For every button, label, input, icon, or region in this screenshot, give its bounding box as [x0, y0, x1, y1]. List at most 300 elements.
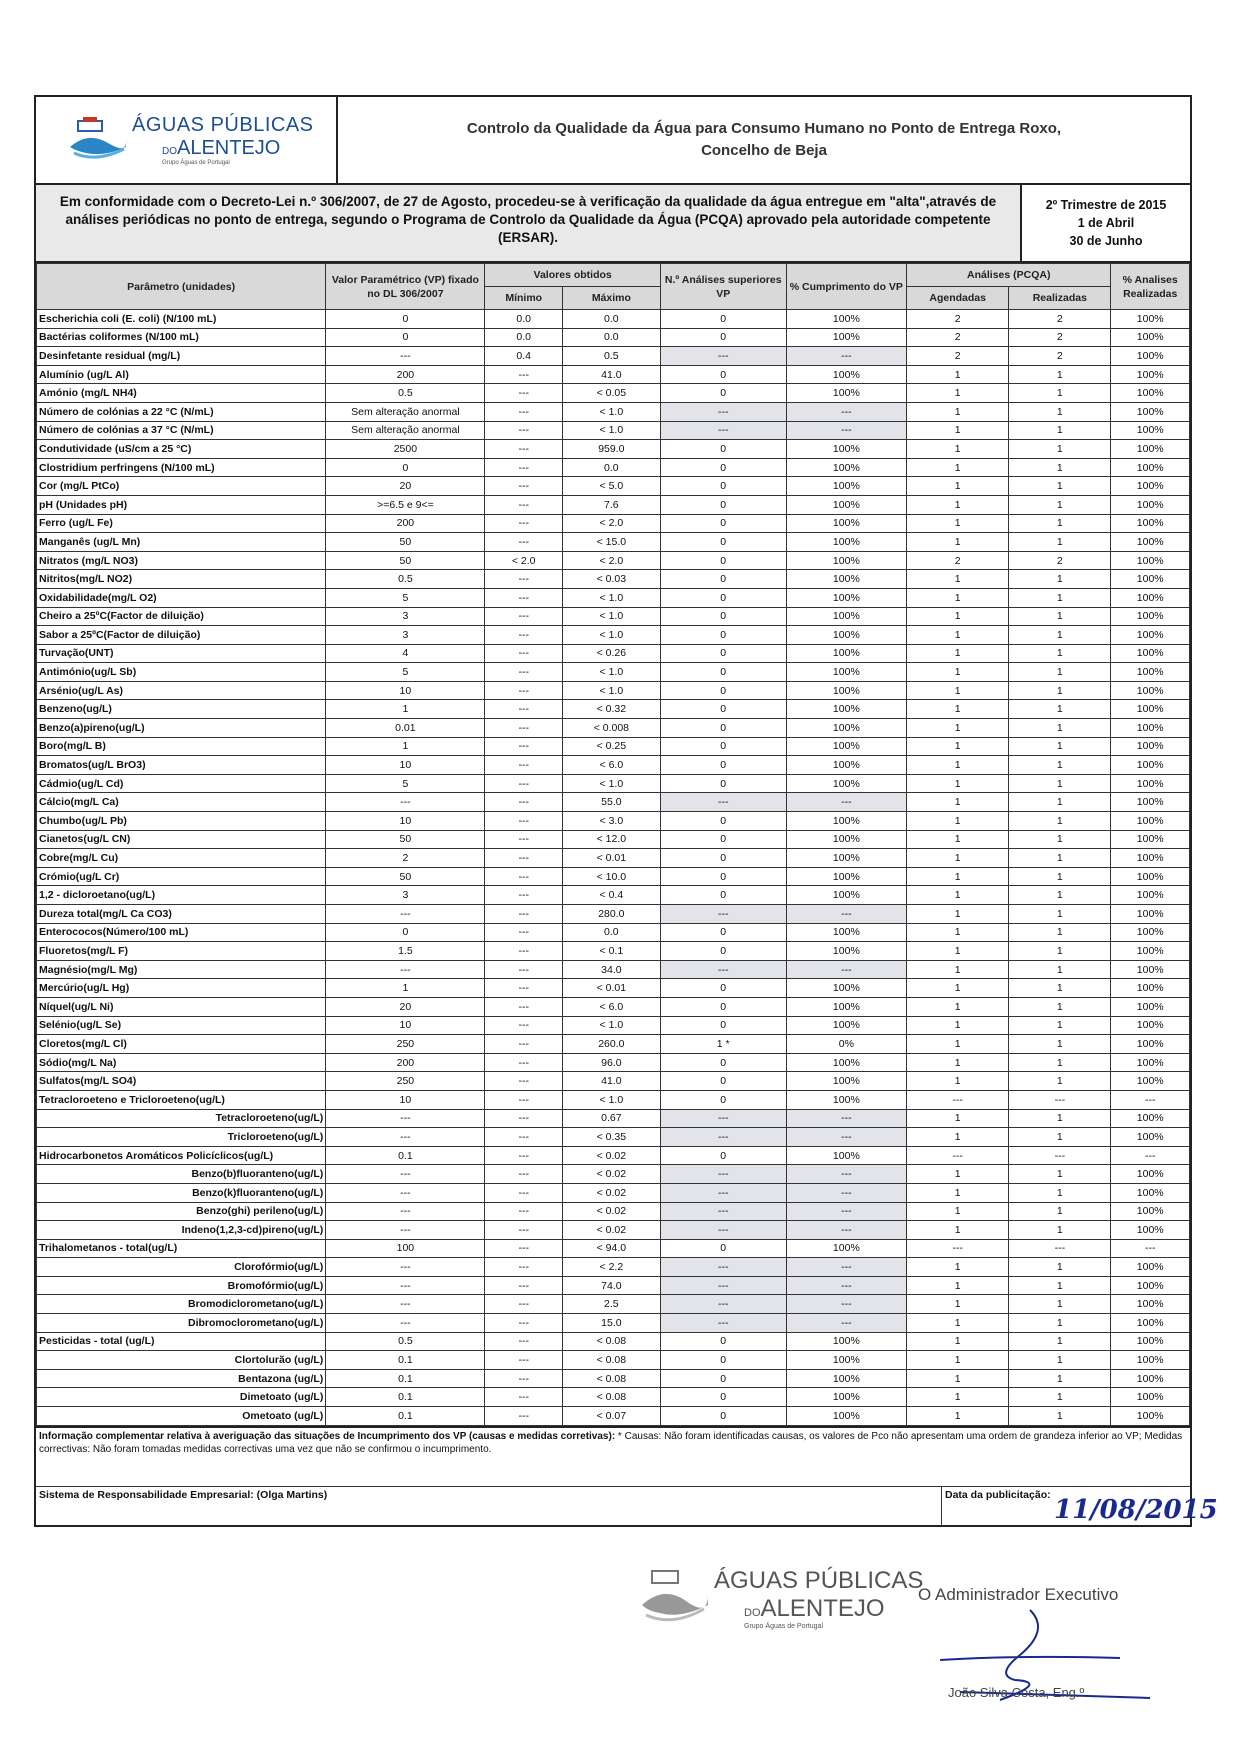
cell-cump: 100% [786, 867, 906, 886]
cell-param: Benzo(k)fluoranteno(ug/L) [37, 1183, 326, 1202]
cell-sup: 0 [660, 551, 786, 570]
table-row [37, 1314, 1190, 1333]
cell-cump: 100% [786, 923, 906, 942]
cell-vp: 0.1 [326, 1351, 485, 1370]
cell-real: 1 [1009, 1053, 1111, 1072]
cell-vp: --- [326, 960, 485, 979]
cell-real: 1 [1009, 402, 1111, 421]
cell-min: --- [485, 626, 562, 645]
cell-real: 1 [1009, 1183, 1111, 1202]
cell-min: --- [485, 979, 562, 998]
cell-min: --- [485, 1090, 562, 1109]
cell-pct: 100% [1111, 328, 1190, 347]
cell-vp: 1.5 [326, 942, 485, 961]
cell-sup: 0 [660, 774, 786, 793]
cell-max: 0.0 [562, 458, 660, 477]
cell-sup: 0 [660, 812, 786, 831]
table-row [37, 607, 1190, 626]
cell-vp: 0.5 [326, 1332, 485, 1351]
cell-cump: --- [786, 1183, 906, 1202]
cell-param: Dimetoato (ug/L) [37, 1388, 326, 1407]
cell-sup: --- [660, 1276, 786, 1295]
cell-sup: 0 [660, 719, 786, 738]
cell-sup: 0 [660, 514, 786, 533]
cell-real: 1 [1009, 495, 1111, 514]
cell-agend: 1 [907, 1314, 1009, 1333]
cell-sup: 0 [660, 1072, 786, 1091]
cell-pct: 100% [1111, 1202, 1190, 1221]
cell-sup: --- [660, 905, 786, 924]
cell-min: --- [485, 495, 562, 514]
cell-vp: 250 [326, 1072, 485, 1091]
cell-agend: 1 [907, 1351, 1009, 1370]
cell-sup: --- [660, 1202, 786, 1221]
table-row [37, 1035, 1190, 1054]
cell-pct: 100% [1111, 1128, 1190, 1147]
cell-real: 1 [1009, 812, 1111, 831]
cell-cump: 100% [786, 1053, 906, 1072]
col-max: Máximo [562, 287, 660, 310]
cell-param: Tetracloroeteno(ug/L) [37, 1109, 326, 1128]
cell-param: Níquel(ug/L Ni) [37, 997, 326, 1016]
cell-pct: 100% [1111, 979, 1190, 998]
cell-agend: 1 [907, 1276, 1009, 1295]
cell-param: Bromodiclorometano(ug/L) [37, 1295, 326, 1314]
cell-sup: 0 [660, 384, 786, 403]
intro-block [36, 185, 1190, 263]
cell-pct: 100% [1111, 384, 1190, 403]
cell-param: Selénio(ug/L Se) [37, 1016, 326, 1035]
cell-vp: --- [326, 1258, 485, 1277]
publication-date [942, 1487, 1218, 1525]
col-sup: N.º Análises superiores VP [660, 264, 786, 310]
signature-row [36, 1486, 1218, 1525]
cell-cump: 100% [786, 365, 906, 384]
cell-sup: 0 [660, 1332, 786, 1351]
table-row [37, 737, 1190, 756]
cell-min: --- [485, 1183, 562, 1202]
cell-param: pH (Unidades pH) [37, 495, 326, 514]
cell-agend: 1 [907, 570, 1009, 589]
cell-real: 1 [1009, 979, 1111, 998]
cell-max: < 12.0 [562, 830, 660, 849]
cell-cump: 100% [786, 458, 906, 477]
cell-real: 1 [1009, 1314, 1111, 1333]
cell-max: < 0.01 [562, 979, 660, 998]
table-row [37, 310, 1190, 329]
cell-param: Escherichia coli (E. coli) (N/100 mL) [37, 310, 326, 329]
cell-vp: Sem alteração anormal [326, 402, 485, 421]
cell-cump: 100% [786, 1072, 906, 1091]
cell-real: 1 [1009, 960, 1111, 979]
cell-agend: 1 [907, 402, 1009, 421]
cell-max: < 0.02 [562, 1202, 660, 1221]
cell-agend: 1 [907, 867, 1009, 886]
table-body [37, 310, 1190, 1426]
cell-vp: --- [326, 905, 485, 924]
cell-param: Hidrocarbonetos Aromáticos Policíclicos(ug/L) [37, 1146, 326, 1165]
cell-max: < 10.0 [562, 867, 660, 886]
table-row [37, 1016, 1190, 1035]
cell-cump: 100% [786, 551, 906, 570]
cell-max: 260.0 [562, 1035, 660, 1054]
cell-param: Oxidabilidade(mg/L O2) [37, 588, 326, 607]
bottom-logo-line1: ÁGUAS PÚBLICAS [714, 1566, 924, 1594]
cell-agend: 1 [907, 626, 1009, 645]
cell-min: --- [485, 663, 562, 682]
cell-min: --- [485, 774, 562, 793]
cell-cump: 100% [786, 1016, 906, 1035]
cell-max: < 2.0 [562, 514, 660, 533]
cell-min: --- [485, 1332, 562, 1351]
cell-min: --- [485, 570, 562, 589]
cell-sup: 0 [660, 570, 786, 589]
cell-min: 0.0 [485, 310, 562, 329]
cell-min: --- [485, 1128, 562, 1147]
cell-vp: 200 [326, 514, 485, 533]
cell-param: Cheiro a 25ºC(Factor de diluição) [37, 607, 326, 626]
cell-real: 1 [1009, 663, 1111, 682]
cell-min: --- [485, 477, 562, 496]
cell-vp: 5 [326, 663, 485, 682]
cell-sup: 0 [660, 923, 786, 942]
cell-max: < 0.05 [562, 384, 660, 403]
header [36, 97, 1190, 185]
cell-max: < 2.2 [562, 1258, 660, 1277]
cell-min: --- [485, 440, 562, 459]
cell-max: < 94.0 [562, 1239, 660, 1258]
cell-vp: 1 [326, 700, 485, 719]
cell-pct: 100% [1111, 347, 1190, 366]
table-row [37, 347, 1190, 366]
cell-real: 1 [1009, 626, 1111, 645]
cell-pct: 100% [1111, 1276, 1190, 1295]
table-row [37, 495, 1190, 514]
cell-cump: 100% [786, 328, 906, 347]
cell-vp: 10 [326, 756, 485, 775]
cell-pct: 100% [1111, 1072, 1190, 1091]
cell-pct: 100% [1111, 1314, 1190, 1333]
cell-min: --- [485, 1053, 562, 1072]
cell-sup: --- [660, 421, 786, 440]
cell-max: < 0.32 [562, 700, 660, 719]
cell-vp: --- [326, 1165, 485, 1184]
cell-agend: 1 [907, 1388, 1009, 1407]
table-row [37, 1128, 1190, 1147]
cell-vp: 5 [326, 588, 485, 607]
cell-sup: --- [660, 1314, 786, 1333]
cell-agend: 1 [907, 663, 1009, 682]
cell-sup: 0 [660, 700, 786, 719]
cell-sup: --- [660, 1109, 786, 1128]
cell-real: 1 [1009, 886, 1111, 905]
cell-pct: 100% [1111, 607, 1190, 626]
cell-param: Nitratos (mg/L NO3) [37, 551, 326, 570]
table-row [37, 1109, 1190, 1128]
cell-param: Pesticidas - total (ug/L) [37, 1332, 326, 1351]
table-row [37, 979, 1190, 998]
cell-agend: 1 [907, 1165, 1009, 1184]
table-row [37, 997, 1190, 1016]
cell-real: 1 [1009, 1128, 1111, 1147]
cell-sup: 0 [660, 737, 786, 756]
cell-agend: 1 [907, 886, 1009, 905]
cell-agend: 1 [907, 774, 1009, 793]
cell-agend: 1 [907, 737, 1009, 756]
cell-cump: 100% [786, 979, 906, 998]
cell-min: --- [485, 421, 562, 440]
cell-pct: 100% [1111, 1053, 1190, 1072]
table-row [37, 384, 1190, 403]
col-pcqa: Análises (PCQA) [907, 264, 1111, 287]
cell-pct: 100% [1111, 719, 1190, 738]
intro-text: Em conformidade com o Decreto-Lei n.º 306/2007, de 27 de Agosto, procedeu-se à verificação da qualidade da água entregue em "alta",através de análises periódicas no ponto de entrega, segundo o Programa de Controlo da Qualidade da Água (PCQA) aprovado pela autoridade competente (ERSAR). [36, 185, 1022, 261]
table-row [37, 1407, 1190, 1426]
cell-param: Enterococos(Número/100 mL) [37, 923, 326, 942]
cell-vp: 10 [326, 1016, 485, 1035]
cell-agend: 1 [907, 1183, 1009, 1202]
cell-agend: 1 [907, 644, 1009, 663]
cell-min: --- [485, 830, 562, 849]
col-pct: % Analises Realizadas [1111, 264, 1190, 310]
signature-name: João Silva Costa, Eng.º [948, 1685, 1085, 1700]
table-row [37, 1351, 1190, 1370]
cell-real: 1 [1009, 1369, 1111, 1388]
cell-agend: 1 [907, 905, 1009, 924]
cell-real: --- [1009, 1090, 1111, 1109]
table-row [37, 700, 1190, 719]
cell-cump: --- [786, 347, 906, 366]
cell-vp: 0.1 [326, 1407, 485, 1426]
cell-pct: 100% [1111, 533, 1190, 552]
cell-real: 1 [1009, 719, 1111, 738]
cell-agend: 1 [907, 1109, 1009, 1128]
cell-vp: 0 [326, 328, 485, 347]
cell-cump: 100% [786, 830, 906, 849]
table-row [37, 1183, 1190, 1202]
cell-pct: 100% [1111, 495, 1190, 514]
cell-sup: 0 [660, 1146, 786, 1165]
table-row [37, 719, 1190, 738]
cell-cump: --- [786, 1109, 906, 1128]
cell-cump: 100% [786, 477, 906, 496]
cell-pct: 100% [1111, 793, 1190, 812]
cell-sup: 0 [660, 328, 786, 347]
cell-sup: 0 [660, 1239, 786, 1258]
cell-param: Cor (mg/L PtCo) [37, 477, 326, 496]
cell-real: 1 [1009, 997, 1111, 1016]
signature-title: O Administrador Executivo [918, 1585, 1119, 1604]
cell-max: 0.0 [562, 328, 660, 347]
cell-max: < 0.08 [562, 1369, 660, 1388]
cell-pct: 100% [1111, 588, 1190, 607]
cell-min: --- [485, 1146, 562, 1165]
cell-agend: 1 [907, 588, 1009, 607]
cell-cump: 100% [786, 812, 906, 831]
cell-max: < 1.0 [562, 588, 660, 607]
cell-min: --- [485, 700, 562, 719]
cell-max: < 1.0 [562, 681, 660, 700]
cell-sup: --- [660, 960, 786, 979]
cell-vp: 1 [326, 737, 485, 756]
cell-real: 2 [1009, 310, 1111, 329]
date-handwritten: 11/08/2015 [1054, 1494, 1218, 1525]
cell-cump: 100% [786, 514, 906, 533]
cell-agend: 1 [907, 812, 1009, 831]
cell-vp: --- [326, 347, 485, 366]
period-end: 30 de Junho [1069, 234, 1143, 248]
cell-agend: 1 [907, 533, 1009, 552]
table-row [37, 1090, 1190, 1109]
cell-min: --- [485, 867, 562, 886]
cell-max: 41.0 [562, 1072, 660, 1091]
cell-cump: --- [786, 1165, 906, 1184]
cell-vp: >=6.5 e 9<= [326, 495, 485, 514]
title-line-2: Concelho de Beja [701, 142, 827, 159]
cell-max: < 1.0 [562, 663, 660, 682]
table-row [37, 812, 1190, 831]
cell-vp: --- [326, 1276, 485, 1295]
cell-param: Crómio(ug/L Cr) [37, 867, 326, 886]
cell-real: 1 [1009, 607, 1111, 626]
cell-real: 1 [1009, 942, 1111, 961]
cell-real: 1 [1009, 588, 1111, 607]
cell-param: Nitritos(mg/L NO2) [37, 570, 326, 589]
cell-sup: 0 [660, 1407, 786, 1426]
cell-pct: --- [1111, 1090, 1190, 1109]
table-row [37, 1239, 1190, 1258]
cell-min: --- [485, 384, 562, 403]
cell-cump: 100% [786, 1407, 906, 1426]
cell-min: --- [485, 1388, 562, 1407]
cell-max: < 0.01 [562, 849, 660, 868]
cell-param: Sulfatos(mg/L SO4) [37, 1072, 326, 1091]
cell-agend: 2 [907, 347, 1009, 366]
cell-cump: 100% [786, 774, 906, 793]
cell-pct: 100% [1111, 1388, 1190, 1407]
cell-real: 1 [1009, 477, 1111, 496]
cell-min: --- [485, 588, 562, 607]
cell-pct: 100% [1111, 1183, 1190, 1202]
cell-agend: 1 [907, 1202, 1009, 1221]
cell-vp: 5 [326, 774, 485, 793]
cell-real: --- [1009, 1239, 1111, 1258]
logo-pre: DO [162, 146, 177, 157]
cell-max: < 1.0 [562, 421, 660, 440]
cell-cump: 100% [786, 1146, 906, 1165]
cell-max: < 0.008 [562, 719, 660, 738]
cell-max: 55.0 [562, 793, 660, 812]
cell-pct: 100% [1111, 1351, 1190, 1370]
info-note [36, 1426, 1190, 1486]
cell-vp: 1 [326, 979, 485, 998]
cell-max: < 0.26 [562, 644, 660, 663]
cell-agend: 2 [907, 551, 1009, 570]
table-row [37, 756, 1190, 775]
cell-vp: 0.1 [326, 1146, 485, 1165]
cell-pct: 100% [1111, 867, 1190, 886]
cell-pct: 100% [1111, 756, 1190, 775]
table-row [37, 533, 1190, 552]
cell-agend: 1 [907, 979, 1009, 998]
cell-sup: --- [660, 793, 786, 812]
cell-cump: 100% [786, 681, 906, 700]
cell-agend: --- [907, 1239, 1009, 1258]
cell-real: 1 [1009, 1109, 1111, 1128]
cell-sup: 0 [660, 533, 786, 552]
cell-vp: 0 [326, 923, 485, 942]
table-row [37, 960, 1190, 979]
cell-param: Sódio(mg/L Na) [37, 1053, 326, 1072]
cell-vp: 0.5 [326, 384, 485, 403]
cell-cump: 100% [786, 533, 906, 552]
cell-cump: --- [786, 960, 906, 979]
cell-param: Fluoretos(mg/L F) [37, 942, 326, 961]
cell-real: 2 [1009, 328, 1111, 347]
cell-max: < 1.0 [562, 774, 660, 793]
cell-max: 0.0 [562, 923, 660, 942]
cell-pct: 100% [1111, 737, 1190, 756]
cell-vp: 0.01 [326, 719, 485, 738]
cell-max: 0.67 [562, 1109, 660, 1128]
cell-cump: 100% [786, 886, 906, 905]
cell-cump: 100% [786, 1369, 906, 1388]
cell-pct: --- [1111, 1146, 1190, 1165]
cell-agend: 1 [907, 1128, 1009, 1147]
cell-real: 1 [1009, 737, 1111, 756]
cell-real: 1 [1009, 867, 1111, 886]
cell-vp: --- [326, 1314, 485, 1333]
cell-pct: 100% [1111, 644, 1190, 663]
table-row [37, 402, 1190, 421]
cell-min: < 2.0 [485, 551, 562, 570]
cell-pct: 100% [1111, 700, 1190, 719]
cell-min: --- [485, 1202, 562, 1221]
cell-cump: 100% [786, 495, 906, 514]
cell-sup: --- [660, 1165, 786, 1184]
cell-real: 1 [1009, 1035, 1111, 1054]
cell-sup: --- [660, 347, 786, 366]
cell-param: Bromatos(ug/L BrO3) [37, 756, 326, 775]
col-real: Realizadas [1009, 287, 1111, 310]
cell-vp: 0 [326, 310, 485, 329]
cell-real: 1 [1009, 923, 1111, 942]
cell-min: --- [485, 533, 562, 552]
cell-pct: 100% [1111, 663, 1190, 682]
cell-max: 0.0 [562, 310, 660, 329]
cell-sup: --- [660, 1295, 786, 1314]
cell-param: Amónio (mg/L NH4) [37, 384, 326, 403]
cell-vp: --- [326, 1183, 485, 1202]
cell-max: < 0.08 [562, 1388, 660, 1407]
cell-real: 1 [1009, 533, 1111, 552]
cell-vp: 20 [326, 477, 485, 496]
cell-param: Dureza total(mg/L Ca CO3) [37, 905, 326, 924]
cell-real: 1 [1009, 1202, 1111, 1221]
table-row [37, 905, 1190, 924]
cell-param: Bentazona (ug/L) [37, 1369, 326, 1388]
logo-icon [68, 117, 128, 163]
cell-min: --- [485, 681, 562, 700]
table-row [37, 1221, 1190, 1240]
cell-cump: --- [786, 793, 906, 812]
cell-param: Alumínio (ug/L Al) [37, 365, 326, 384]
cell-pct: 100% [1111, 960, 1190, 979]
info-text: * Causas: Não foram identificadas causas, os valores de Pco não apresentam uma ordem de grandeza inferior ao VP; Medidas correctivas: Não foram tomadas medidas correctivas uma vez que não se confirmou o incumprimento. [39, 1430, 1183, 1455]
cell-min: --- [485, 1109, 562, 1128]
cell-cump: 100% [786, 440, 906, 459]
cell-sup: 0 [660, 849, 786, 868]
